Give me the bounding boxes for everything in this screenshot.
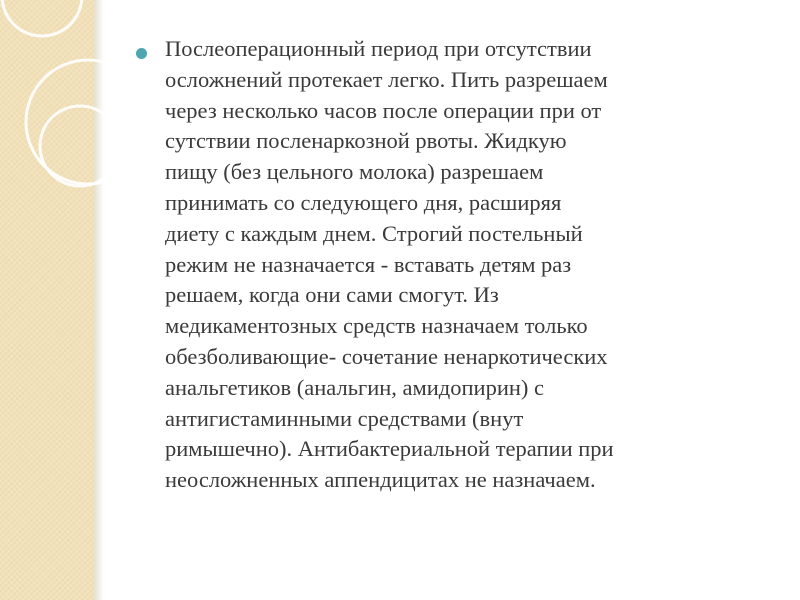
decorative-circle-inner [40,106,120,186]
decorative-circle-top [2,0,82,36]
bullet-text: Послеоперационный период при отсутствии осложнений протекает легко. Пить разрешаем через несколько часов после операции при от сутствии посленаркозной рвоты. Жидкую пищу (без цельного молока) разрешаем принимать со следующего дня, расширяя диету с каждым днем. Строгий постельный режим не назначается - вставать детям раз решаем, когда они сами смогут. Из медикаментозных средств назначаем только обезболивающие- сочетание ненаркотических анальгетиков (анальгин, амидопирин) с антигистаминными средствами (внут римышечно). Антибактериальной терапии при неосложненных аппендицитах не назначаем. [165,36,614,493]
decorative-circles [0,0,160,260]
bullet-icon [136,48,147,59]
